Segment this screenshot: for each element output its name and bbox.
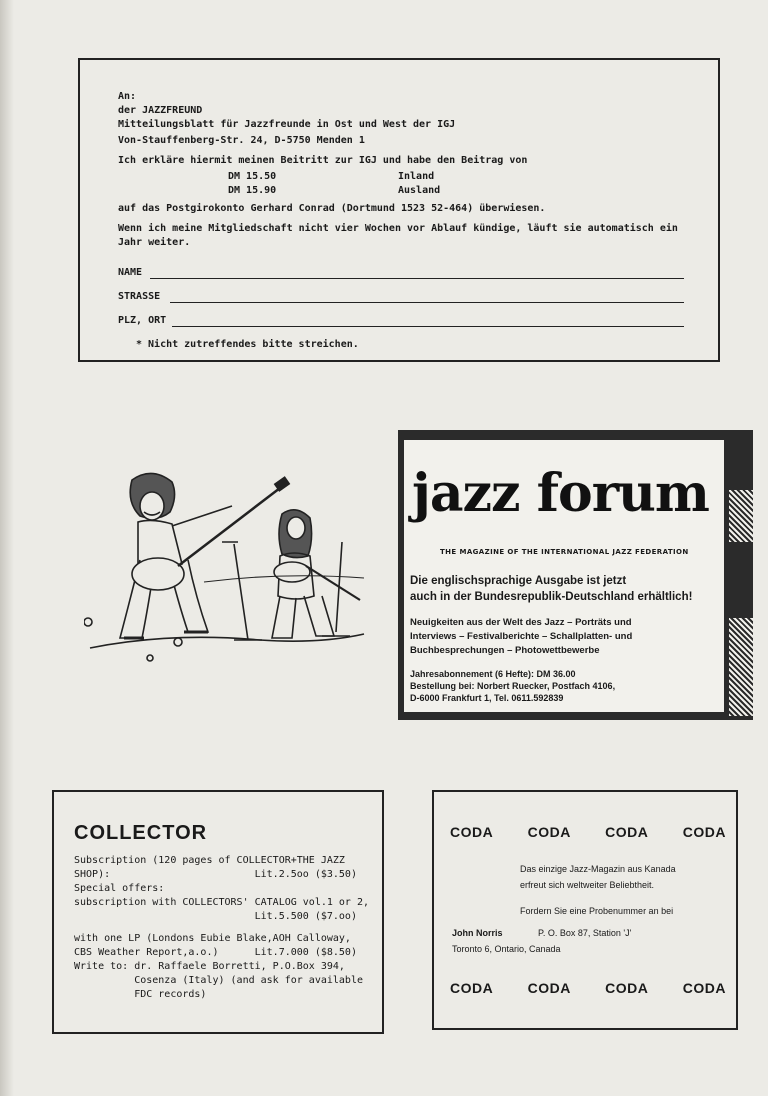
body-line-3: Buchbesprechungen – Photowettbewerbe [410, 644, 600, 656]
collector-line: Special offers: [74, 883, 165, 894]
amount-ausland: DM 15.90 [228, 185, 277, 196]
coda-top-row [450, 824, 726, 840]
coda-bottom-row [450, 980, 726, 996]
collector-ad [52, 790, 384, 1034]
collector-line: Cosenza (Italy) (and ask for available [74, 975, 363, 986]
jazz-forum-order [410, 668, 710, 704]
collector-line: Write to: dr. Raffaele Borretti, P.O.Box 394, [74, 961, 345, 972]
form-transfer: auf das Postgirokonto Gerhard Conrad (Dortmund 1523 52-464) überwiesen. [118, 203, 546, 214]
coda-desc-1: Das einzige Jazz-Magazin aus Kanada [520, 864, 676, 874]
form-address: Von-Stauffenberg-Str. 24, D-5750 Menden 1 [118, 135, 365, 146]
collector-line: CBS Weather Report,a.o.) Lit.7.000 ($8.50) [74, 947, 357, 958]
collector-line: with one LP (Londons Eubie Blake,AOH Calloway, [74, 933, 351, 944]
form-recipient-desc: Mitteilungsblatt für Jazzfreunde in Ost und West der IGJ [118, 119, 456, 130]
coda-contact-address: P. O. Box 87, Station 'J' [538, 928, 632, 938]
ad-hatch-top [729, 490, 753, 542]
form-recipient: der JAZZFREUND [118, 105, 203, 116]
body-line-2: Interviews – Festivalberichte – Schallplatten- und [410, 630, 633, 642]
field-line-name[interactable] [150, 278, 684, 279]
headline-line-2: auch in der Bundesrepublik-Deutschland erhältlich! [410, 590, 693, 603]
membership-form [78, 58, 720, 362]
order-line-1: Jahresabonnement (6 Hefte): DM 36.00 [410, 669, 576, 679]
region-inland: Inland [398, 171, 435, 182]
page-edge-shadow [0, 0, 14, 1096]
form-to: An: [118, 91, 137, 102]
form-cancel-line-1: Wenn ich meine Mitgliedschaft nicht vier Wochen vor Ablauf kündige, läuft sie automatisch ein [118, 223, 678, 234]
jazz-forum-headline [410, 574, 750, 605]
headline-line-1: Die englischsprachige Ausgabe ist jetzt [410, 575, 627, 587]
collector-line: SHOP): Lit.2.5oo ($3.50) [74, 869, 357, 880]
region-ausland: Ausland [398, 185, 441, 196]
order-line-2: Bestellung bei: Norbert Ruecker, Postfach 4106, [410, 681, 616, 692]
order-line-3: D-6000 Frankfurt 1, Tel. 0611.592839 [410, 693, 564, 704]
coda-word: CODA [605, 980, 649, 996]
collector-title: COLLECTOR [74, 822, 208, 844]
ad-hatch-bottom [729, 618, 753, 716]
jazz-forum-subtitle: THE MAGAZINE OF THE INTERNATIONAL JAZZ FEDERATION [440, 548, 689, 556]
coda-word: CODA [527, 980, 571, 996]
coda-sample: Fordern Sie eine Probenummer an bei [520, 906, 674, 916]
coda-word: CODA [682, 980, 726, 996]
coda-contact-name: John Norris [452, 928, 503, 938]
coda-word: CODA [527, 824, 571, 840]
field-label-plz-ort: PLZ, ORT [118, 315, 167, 326]
form-cancel-line-2: Jahr weiter. [118, 237, 191, 248]
coda-word: CODA [682, 824, 726, 840]
form-declaration: Ich erkläre hiermit meinen Beitritt zur IGJ und habe den Beitrag von [118, 155, 528, 166]
collector-line: Subscription (120 pages of COLLECTOR+THE JAZZ [74, 855, 345, 866]
coda-word: CODA [605, 824, 649, 840]
collector-line: subscription with COLLECTORS' CATALOG vol.1 or 2, [74, 897, 370, 908]
field-label-name: NAME [118, 267, 143, 278]
jazz-forum-ad [398, 430, 753, 720]
form-footnote: * Nicht zutreffendes bitte streichen. [136, 339, 359, 350]
coda-desc-2: erfreut sich weltweiter Beliebtheit. [520, 880, 655, 890]
amount-inland: DM 15.50 [228, 171, 277, 182]
field-line-plz-ort[interactable] [172, 326, 684, 327]
field-line-strasse[interactable] [170, 302, 684, 303]
field-label-strasse: STRASSE [118, 291, 161, 302]
coda-word: CODA [450, 824, 494, 840]
body-line-1: Neuigkeiten aus der Welt des Jazz – Porträts und [410, 617, 632, 628]
coda-contact-city: Toronto 6, Ontario, Canada [452, 944, 561, 954]
jazz-forum-body [410, 616, 710, 657]
jazz-forum-title: jazz forum [412, 463, 709, 524]
collector-line: Lit.5.500 ($7.oo) [74, 911, 357, 922]
collector-line: FDC records) [74, 989, 207, 1000]
coda-word: CODA [450, 980, 494, 996]
coda-ad [432, 790, 738, 1030]
guitarists-illustration [84, 462, 374, 672]
